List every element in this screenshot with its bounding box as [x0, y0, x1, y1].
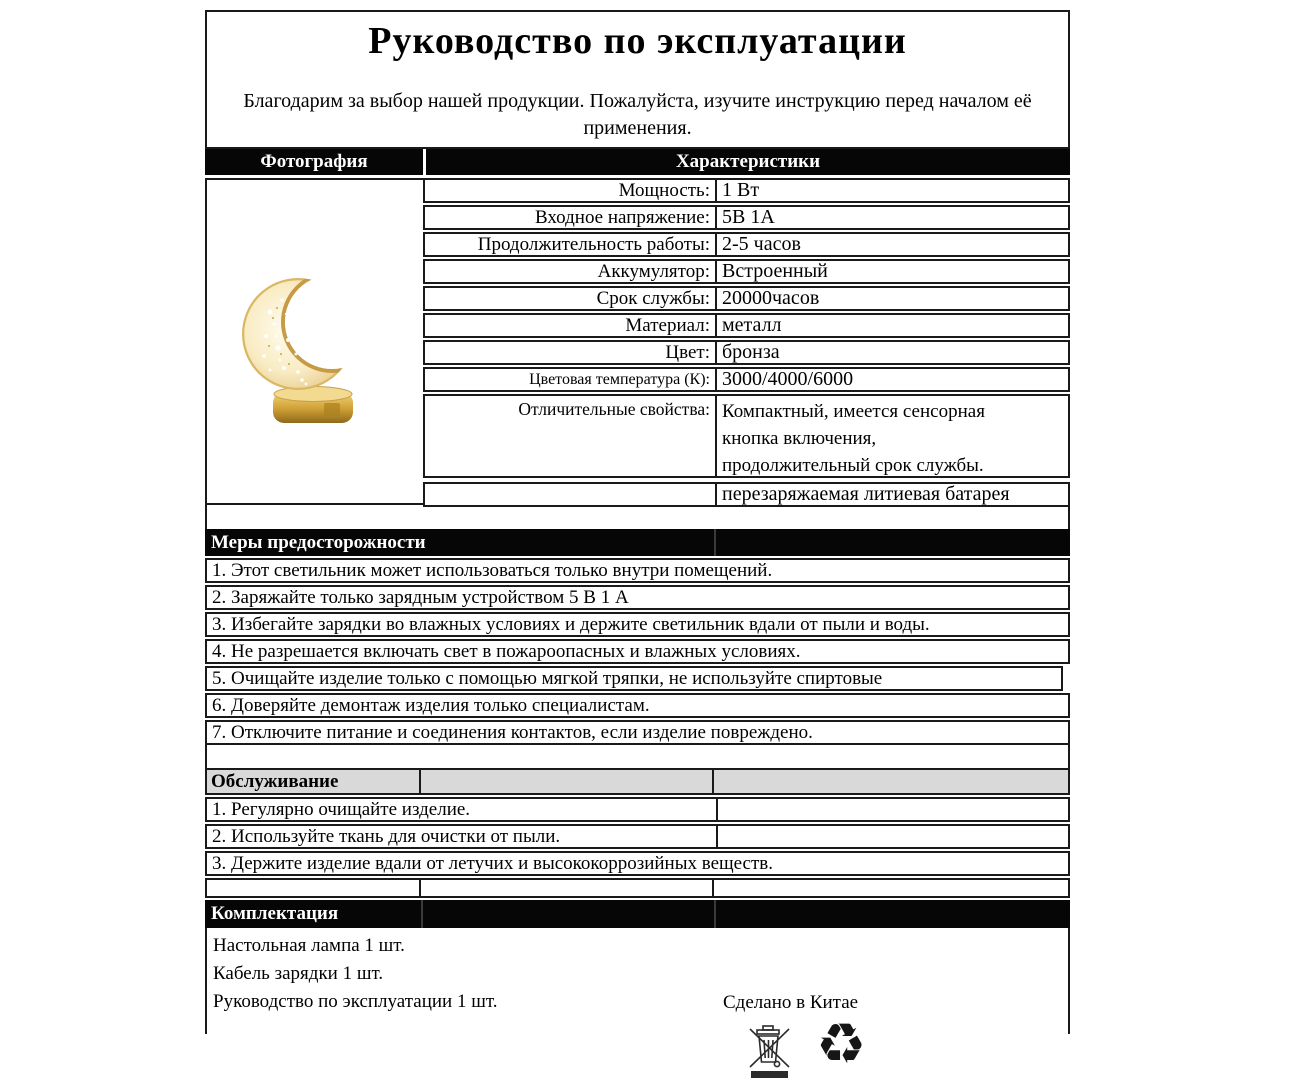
- empty-cell: [714, 880, 1068, 896]
- maintenance-item-row: [205, 824, 1070, 849]
- spec-row-voltage: [423, 205, 1070, 230]
- maintenance-item-row: [205, 797, 1070, 822]
- safety-item: 2. Заряжайте только зарядным устройством 5 В 1 А: [205, 585, 1070, 610]
- spec-value: перезаряжаемая литиевая батарея: [722, 483, 1010, 505]
- features-line: продолжительный срок службы.: [722, 455, 984, 476]
- spec-row-color: [423, 340, 1070, 365]
- safety-item: 3. Избегайте зарядки во влажных условиях и держите светильник вдали от пыли и воды.: [205, 612, 1070, 637]
- spec-label-empty: [425, 484, 717, 505]
- weee-crossed-out-bin-icon: [748, 1020, 792, 1083]
- package-item: Руководство по эксплуатации 1 шт.: [213, 991, 498, 1012]
- spec-value: 3000/4000/6000: [722, 368, 854, 390]
- recycling-icon: ♻: [816, 1012, 867, 1077]
- spec-label: Цвет:: [425, 342, 717, 363]
- safety-header-label: Меры предосторожности: [211, 532, 426, 553]
- intro-line-2: применения.: [583, 117, 692, 139]
- maintenance-header-cell-empty: [714, 770, 1068, 793]
- spec-features-value: [717, 396, 1068, 476]
- spec-value: бронза: [722, 341, 780, 363]
- maintenance-empty-row: [205, 878, 1070, 898]
- photo-column-header: Фотография: [205, 149, 423, 175]
- maintenance-item: 2. Используйте ткань для очистки от пыли.: [212, 825, 561, 847]
- spec-row-color-temp: [423, 367, 1070, 392]
- spec-label: Цветовая температура (К):: [425, 369, 717, 390]
- product-photo-cell: [205, 178, 423, 505]
- features-line: кнопка включения,: [722, 428, 877, 449]
- safety-section-header: [205, 529, 1070, 556]
- maintenance-section-header: [205, 768, 1070, 795]
- specs-column-header: Характеристики: [426, 149, 1070, 175]
- spec-value: Встроенный: [722, 260, 828, 282]
- empty-cell: [207, 880, 421, 896]
- spec-row-battery: [423, 259, 1070, 284]
- header-cell-divider: [421, 900, 423, 928]
- spec-label: Аккумулятор:: [425, 261, 717, 282]
- page-title: Руководство по эксплуатации: [368, 20, 907, 62]
- spec-label: Мощность:: [425, 180, 717, 201]
- spec-value: 5В 1А: [722, 206, 775, 228]
- maintenance-side-cell: [716, 826, 1068, 847]
- safety-item: 5. Очищайте изделие только с помощью мягкой тряпки, не используйте спиртовые: [205, 666, 1063, 691]
- intro-text: [207, 88, 1068, 142]
- package-item: Настольная лампа 1 шт.: [213, 935, 405, 956]
- spec-row-material: [423, 313, 1070, 338]
- package-contents: [205, 928, 1070, 1034]
- spec-row-features: [423, 394, 1070, 478]
- maintenance-item: 1. Регулярно очищайте изделие.: [212, 798, 471, 820]
- spec-row-lifespan: [423, 286, 1070, 311]
- empty-spacer-row: [205, 745, 1070, 768]
- maintenance-list: [205, 797, 1070, 878]
- spec-value: 1 Вт: [722, 179, 760, 201]
- spec-label: Отличительные свойства:: [425, 396, 717, 476]
- package-header-label: Комплектация: [211, 903, 339, 924]
- spec-row-features-extra: [423, 482, 1070, 507]
- maintenance-item: 3. Держите изделие вдали от летучих и высококоррозийных веществ.: [212, 852, 774, 874]
- safety-item: 6. Доверяйте демонтаж изделия только специалистам.: [205, 693, 1070, 718]
- header-cell-divider: [714, 900, 716, 928]
- moon-lamp-photo: [240, 252, 390, 432]
- maintenance-header-label: Обслуживание: [207, 770, 421, 793]
- spec-row-power: [423, 178, 1070, 203]
- safety-item: 7. Отключите питание и соединения контактов, если изделие повреждено.: [205, 720, 1070, 745]
- package-item: Кабель зарядки 1 шт.: [213, 963, 384, 984]
- maintenance-header-cell-empty: [421, 770, 714, 793]
- spec-table-header: [205, 149, 1070, 175]
- spec-table: [205, 178, 1070, 505]
- maintenance-side-cell: [716, 799, 1068, 820]
- spec-value: 20000часов: [722, 287, 820, 309]
- made-in-label: Сделано в Китае: [723, 992, 859, 1013]
- intro-line-1: Благодарим за выбор нашей продукции. Пожалуйста, изучите инструкцию перед началом её: [243, 90, 1032, 112]
- features-line: Компактный, имеется сенсорная: [722, 401, 985, 422]
- spec-row-runtime: [423, 232, 1070, 257]
- spec-label: Срок службы:: [425, 288, 717, 309]
- package-section-header: [205, 900, 1070, 928]
- spec-label: Материал:: [425, 315, 717, 336]
- spec-value: металл: [722, 314, 782, 336]
- maintenance-item-row: [205, 851, 1070, 876]
- spec-label: Продолжительность работы:: [425, 234, 717, 255]
- header-cell-divider: [714, 529, 716, 556]
- title-block: [205, 10, 1070, 149]
- spec-rows: [423, 178, 1070, 505]
- spec-label: Входное напряжение:: [425, 207, 717, 228]
- empty-cell: [421, 880, 714, 896]
- safety-item: 1. Этот светильник может использоваться только внутри помещений.: [205, 558, 1070, 583]
- safety-item: 4. Не разрешается включать свет в пожароопасных и влажных условиях.: [205, 639, 1070, 664]
- safety-list: [205, 558, 1070, 747]
- spec-value: 2-5 часов: [722, 233, 801, 255]
- empty-spacer-row: [205, 505, 1070, 529]
